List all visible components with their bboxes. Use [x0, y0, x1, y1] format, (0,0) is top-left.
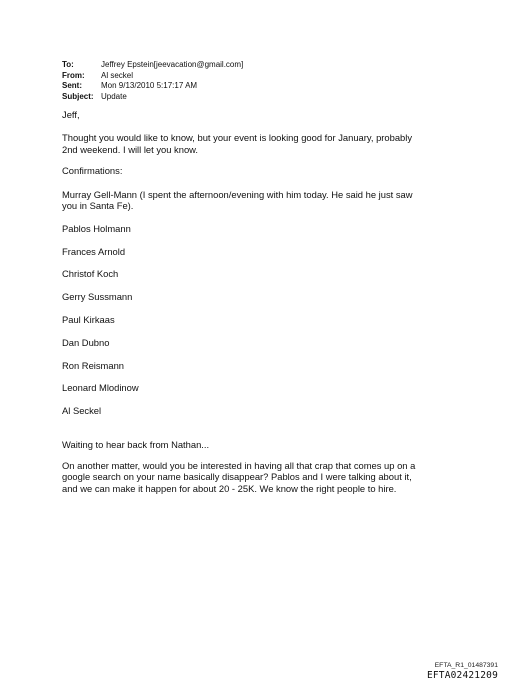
to-value: Jeffrey Epstein[jeevacation@gmail.com] — [101, 60, 244, 69]
from-label: From: — [62, 70, 85, 80]
list-item: Pablos Holmann — [62, 222, 131, 234]
subject-label: Subject: — [62, 91, 94, 101]
list-item: Leonard Mlodinow — [62, 382, 139, 394]
confirmations-list — [62, 189, 462, 417]
to-row — [62, 60, 243, 71]
list-item: Christof Koch — [62, 268, 119, 280]
sent-value: Mon 9/13/2010 5:17:17 AM — [101, 81, 198, 90]
salutation: Jeff, — [62, 109, 80, 120]
email-body — [62, 109, 462, 494]
waiting-paragraph: Waiting to hear back from Nathan... — [62, 438, 210, 450]
list-item: Paul Kirkaas — [62, 314, 115, 326]
intro-paragraph: Thought you would like to know, but your event is looking good for January, probably 2nd weekend. I will let you know. — [62, 132, 413, 155]
list-item: Gerry Sussmann — [62, 291, 133, 303]
subject-value: Update — [101, 91, 127, 101]
subject-row — [62, 92, 243, 103]
list-item: Frances Arnold — [62, 245, 126, 257]
sent-row — [62, 81, 243, 92]
bates-reference-secondary: EFTA02421209 — [426, 670, 498, 681]
from-value: Al seckel — [101, 70, 134, 80]
list-item: Dan Dubno — [62, 336, 110, 348]
from-row — [62, 71, 243, 82]
to-label: To: — [62, 60, 74, 69]
list-item: Al Seckel — [62, 405, 102, 417]
bates-reference-primary: EFTA_R1_01487391 — [434, 662, 498, 669]
confirmations-heading: Confirmations: — [62, 165, 123, 177]
other-matter-paragraph: On another matter, would you be interested in having all that crap that comes up on a google search on your name basically disappear? Pablos and I were talking about it, and we can make it happen for about 20 - 25K. We know the right people to hire. — [62, 460, 416, 494]
sent-label: Sent: — [62, 81, 82, 90]
list-item: Murray Gell-Mann (I spent the afternoon/evening with him today. He said he just saw you in Santa Fe). — [62, 188, 413, 212]
document-footer — [427, 662, 498, 681]
email-header — [62, 60, 243, 102]
list-item: Ron Reismann — [62, 359, 125, 371]
